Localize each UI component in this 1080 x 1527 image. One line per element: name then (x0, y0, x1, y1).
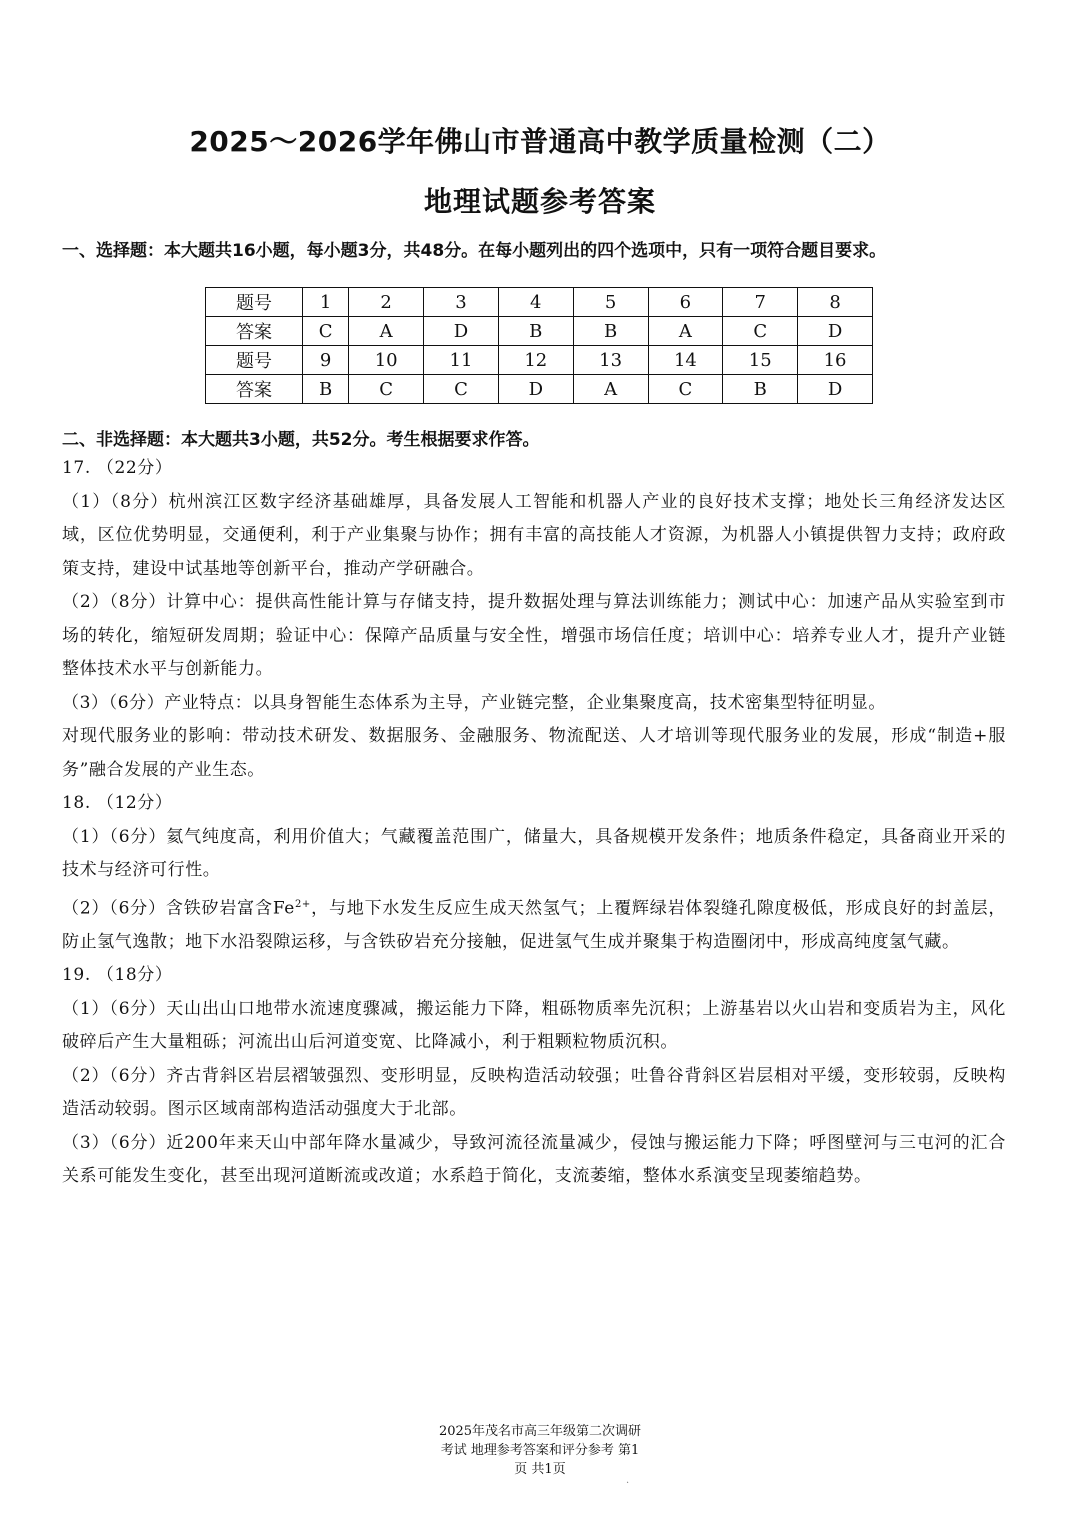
question-number-cell: 14 (648, 346, 723, 375)
answer-cell: C (303, 317, 349, 346)
question-number-cell: 3 (424, 288, 499, 317)
answer-cell: B (573, 317, 648, 346)
answer-cell: C (648, 375, 723, 404)
answer-cell: A (573, 375, 648, 404)
answer-cell: A (648, 317, 723, 346)
table-row (206, 288, 873, 317)
q18-part2-text-b: ，与地下水发生反应生成天然氢气；上覆辉绿岩体裂缝孔隙度极低，形成良好的封盖层，防止氢气逸散；地下水沿裂隙运移，与含铁矽岩充分接触，促进氢气生成并聚集于构造圈闭中，形成高纯度氢气藏。 (62, 898, 1006, 952)
answer-cell: B (303, 375, 349, 404)
question-number-cell: 13 (573, 346, 648, 375)
q18-part2-text-a: （2）（6分）含铁矽岩富含Fe (62, 898, 295, 919)
q17-part3: （3）（6分）产业特点：以具身智能生态体系为主导，产业链完整，企业集聚度高，技术密集型特征明显。 (62, 692, 886, 713)
footer-line-2: 考试 地理参考答案和评分参考 第1 (440, 1443, 640, 1458)
section2-heading: 二、非选择题：本大题共3小题，共52分。考生根据要求作答。 (62, 430, 540, 450)
q17-part2: （2）（8分）计算中心：提供高性能计算与存储支持，提升数据处理与算法训练能力；测试中心：加速产品从实验室到市场的转化，缩短研发周期；验证中心：保障产品质量与安全性，增强市场信任度；培训中心：培养专业人才，提升产业链整体技术水平与创新能力。 (62, 592, 1006, 679)
question-number-cell: 16 (798, 346, 873, 375)
answer-cell: D (798, 375, 873, 404)
footer-line-1: 2025年茂名市高三年级第二次调研 (438, 1424, 642, 1439)
footer-line-3: 页 共1页 (514, 1462, 566, 1477)
answer-cell: C (349, 375, 424, 404)
q19-heading: 19. （18分） (62, 965, 173, 986)
question-number-cell: 5 (573, 288, 648, 317)
question-number-cell: 7 (723, 288, 798, 317)
q17-heading: 17. （22分） (62, 458, 173, 478)
q18-heading: 18. （12分） (62, 793, 173, 813)
answer-table (205, 287, 873, 404)
answers-body (62, 452, 1006, 1194)
answer-cell: D (424, 317, 499, 346)
page-title: 2025～2026学年佛山市普通高中教学质量检测（二） (189, 125, 891, 158)
table-row (206, 375, 873, 404)
q18-part1: （1）（6分）氦气纯度高，利用价值大；气藏覆盖范围广，储量大，具备规模开发条件；地质条件稳定，具备商业开采的技术与经济可行性。 (62, 826, 1006, 880)
question-number-cell: 4 (498, 288, 573, 317)
q17-part1: （1）（8分）杭州滨江区数字经济基础雄厚，具备发展人工智能和机器人产业的良好技术支撑；地处长三角经济发达区域，区位优势明显，交通便利，利于产业集聚与协作；拥有丰富的高技能人才资源，为机器人小镇提供智力支持；政府政策支持，建设中试基地等创新平台，推动产学研融合。 (62, 491, 1006, 579)
q18-part2 (62, 888, 1006, 960)
question-number-cell: 1 (303, 288, 349, 317)
table-row (206, 317, 873, 346)
answer-cell: C (723, 317, 798, 346)
q18-part2-superscript: 2+ (294, 898, 311, 910)
page-subtitle: 地理试题参考答案 (423, 185, 656, 218)
section1-heading: 一、选择题：本大题共16小题，每小题3分，共48分。在每小题列出的四个选项中，只有一项符合题目要求。 (62, 241, 887, 261)
question-number-cell: 12 (498, 346, 573, 375)
answer-cell: C (424, 375, 499, 404)
question-number-cell: 2 (349, 288, 424, 317)
question-number-cell: 10 (349, 346, 424, 375)
scan-speck: · (626, 1478, 630, 1489)
answer-cell: B (723, 375, 798, 404)
question-number-cell: 9 (303, 346, 349, 375)
page-footer (0, 1422, 1080, 1479)
answer-cell: B (498, 317, 573, 346)
table-row-label: 题号 (206, 346, 303, 375)
q19-part3: （3）（6分）近200年来天山中部年降水量减少，导致河流径流量减少，侵蚀与搬运能力下降；呼图壁河与三屯河的汇合关系可能发生变化，甚至出现河道断流或改道；水系趋于简化，支流萎缩，整体水系演变呈现萎缩趋势。 (62, 1132, 1006, 1187)
table-row (206, 346, 873, 375)
answer-cell: D (498, 375, 573, 404)
q19-part2: （2）（6分）齐古背斜区岩层褶皱强烈、变形明显，反映构造活动较强；吐鲁谷背斜区岩层相对平缓，变形较弱，反映构造活动较弱。图示区域南部构造活动强度大于北部。 (62, 1065, 1006, 1120)
table-row-label: 答案 (206, 317, 303, 346)
table-row-label: 题号 (206, 288, 303, 317)
question-number-cell: 15 (723, 346, 798, 375)
question-number-cell: 8 (798, 288, 873, 317)
q17-part3-impact: 对现代服务业的影响：带动技术研发、数据服务、金融服务、物流配送、人才培训等现代服务业的发展，形成“制造+服务”融合发展的产业生态。 (62, 726, 1006, 780)
question-number-cell: 11 (424, 346, 499, 375)
q19-part1: （1）（6分）天山出山口地带水流速度骤减，搬运能力下降，粗砾物质率先沉积；上游基岩以火山岩和变质岩为主，风化破碎后产生大量粗砾；河流出山后河道变宽、比降减小，利于粗颗粒物质沉积。 (62, 998, 1006, 1053)
answer-cell: D (798, 317, 873, 346)
question-number-cell: 6 (648, 288, 723, 317)
answer-cell: A (349, 317, 424, 346)
table-row-label: 答案 (206, 375, 303, 404)
